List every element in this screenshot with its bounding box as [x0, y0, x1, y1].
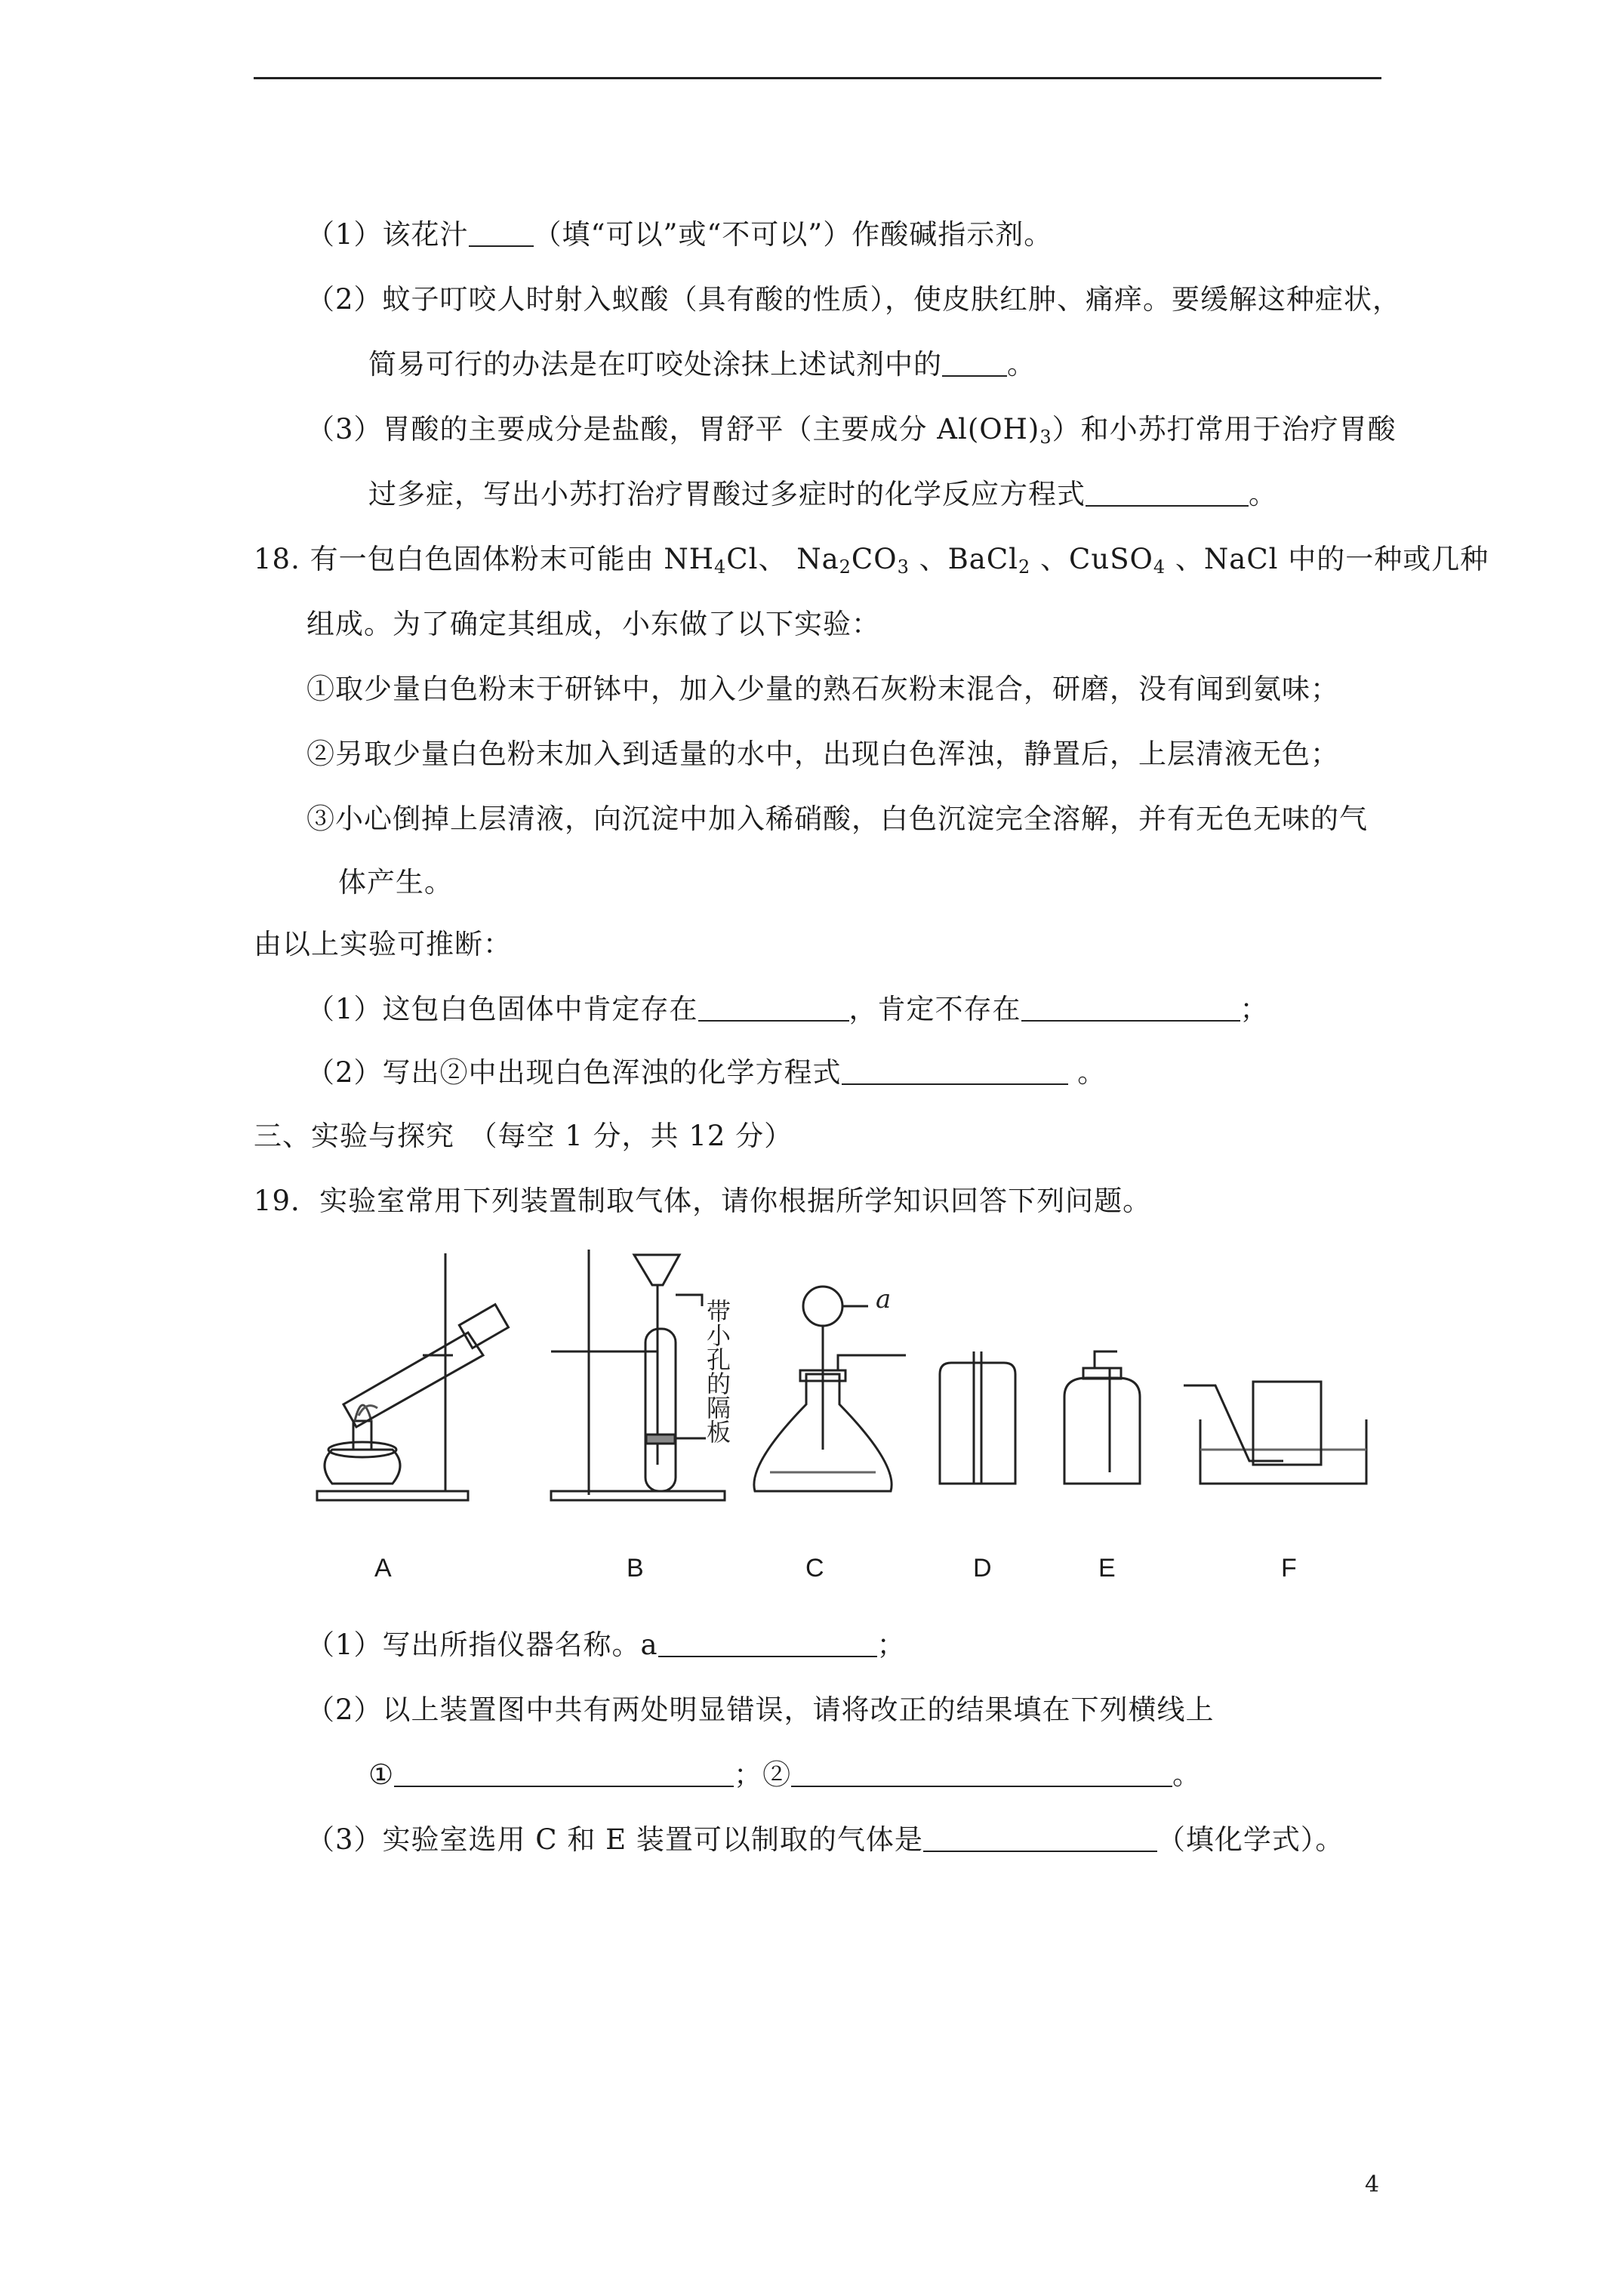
apparatus-a — [317, 1253, 508, 1500]
q17-part1-text-b: （填“可以”或“不可以”）作酸碱指示剂。 — [533, 218, 1053, 251]
label-apparatus-c: C — [805, 1554, 824, 1583]
apparatus-figure — [0, 1223, 1623, 1540]
answer-blank[interactable] — [923, 1823, 1157, 1852]
q18-text-c: CO — [851, 543, 898, 575]
q18-text-d: 、BaCl — [909, 543, 1019, 575]
apparatus-d — [940, 1351, 1015, 1484]
apparatus-c — [754, 1287, 906, 1491]
circled-one: ① — [368, 1758, 395, 1791]
subscript: 3 — [897, 556, 910, 578]
q19-sub3-end: （填化学式）。 — [1156, 1823, 1344, 1856]
q17-part3-text: （3）胃酸的主要成分是盐酸，胃舒平（主要成分 Al(OH) — [306, 413, 1040, 445]
q19-sub1-end: ； — [876, 1629, 906, 1661]
q17-part3-text-c: 过多症，写出小苏打治疗胃酸过多症时的化学反应方程式 — [368, 478, 1086, 510]
q18-step3-line2: 体产生。 — [338, 866, 453, 898]
label-apparatus-e: E — [1098, 1554, 1116, 1583]
q18-text-a: 18. 有一包白色固体粉末可能由 NH — [254, 543, 715, 575]
q19-sub2: （2）以上装置图中共有两处明显错误，请将改正的结果填在下列横线上 — [306, 1693, 1215, 1726]
q18-answer1-text: （1）这包白色固体中肯定存在 — [306, 993, 698, 1025]
q19-stem: 19．实验室常用下列装置制取气体，请你根据所学知识回答下列问题。 — [254, 1185, 1152, 1217]
q19-sub2-blanks — [368, 1756, 1201, 1794]
q18-answer1-text-b: ，肯定不存在 — [848, 993, 1021, 1025]
apparatus-e — [1064, 1351, 1140, 1484]
q19-sub1-text: （1）写出所指仪器名称。a — [306, 1629, 658, 1661]
q18-step3-line1: ③小心倒掉上层清液，向沉淀中加入稀硝酸，白色沉淀完全溶解，并有无色无味的气 — [306, 803, 1368, 835]
q18-line2: 组成。为了确定其组成，小东做了以下实验： — [306, 608, 880, 640]
subscript: 2 — [1018, 556, 1031, 578]
q17-part3-text-b: ）和小苏打常用于治疗胃酸 — [1052, 413, 1397, 445]
q19-sub3 — [306, 1821, 1344, 1859]
q18-text-b: Cl、 Na — [726, 543, 839, 575]
subscript: 3 — [1039, 427, 1052, 448]
header-rule — [254, 77, 1381, 79]
q18-text-e: 、CuSO — [1030, 543, 1153, 575]
q17-part2-end: 。 — [1007, 348, 1036, 381]
label-apparatus-d: D — [973, 1554, 992, 1583]
q18-answer1 — [306, 991, 1269, 1028]
q17-part3-line2 — [368, 476, 1277, 513]
partition-label: 带小孔的隔板 — [703, 1299, 731, 1444]
q17-part2-line2 — [368, 346, 1036, 384]
q17-part1 — [306, 216, 1052, 254]
q18-answer2-text: （2）写出②中出现白色浑浊的化学方程式 — [306, 1056, 842, 1089]
q18-answer2 — [306, 1054, 1106, 1092]
apparatus-b — [551, 1250, 725, 1500]
subscript: 4 — [1153, 556, 1166, 578]
q17-part3-line1 — [306, 411, 1397, 448]
q18-line1 — [254, 541, 1489, 578]
label-apparatus-f: F — [1281, 1554, 1297, 1583]
q17-part1-text: （1）该花汁 — [306, 218, 469, 251]
q17-part2-line1: （2）蚊子叮咬人时射入蚁酸（具有酸的性质），使皮肤红肿、痛痒。要缓解这种症状， — [306, 283, 1402, 316]
q18-infer: 由以上实验可推断： — [254, 928, 512, 960]
q19-sub2-end: 。 — [1172, 1758, 1202, 1791]
answer-blank[interactable] — [942, 348, 1007, 377]
label-a: a — [876, 1284, 892, 1314]
answer-blank[interactable] — [658, 1629, 877, 1657]
q18-answer1-end: ； — [1240, 993, 1269, 1025]
q19-sub3-text: （3）实验室选用 C 和 E 装置可以制取的气体是 — [306, 1823, 923, 1856]
page-number: 4 — [1365, 2171, 1380, 2198]
answer-blank[interactable] — [469, 218, 534, 247]
section-heading: 三、实验与探究 （每空 1 分，共 12 分） — [254, 1120, 793, 1152]
q18-answer2-end: 。 — [1067, 1056, 1107, 1089]
q17-part3-end: 。 — [1249, 478, 1277, 510]
answer-blank[interactable] — [394, 1758, 734, 1787]
answer-blank[interactable] — [698, 993, 849, 1022]
q17-part2-text: 简易可行的办法是在叮咬处涂抹上述试剂中的 — [368, 348, 942, 381]
subscript: 2 — [839, 556, 852, 578]
q19-sub1 — [306, 1626, 906, 1664]
subscript: 4 — [714, 556, 727, 578]
answer-blank[interactable] — [1086, 478, 1249, 507]
q18-step1: ①取少量白色粉末于研钵中，加入少量的熟石灰粉末混合，研磨，没有闻到氨味； — [306, 673, 1339, 705]
answer-blank[interactable] — [1021, 993, 1240, 1022]
circled-two: ；② — [734, 1758, 792, 1791]
answer-blank[interactable] — [842, 1056, 1068, 1085]
q18-text-f: 、NaCl 中的一种或几种 — [1166, 543, 1489, 575]
answer-blank[interactable] — [791, 1758, 1172, 1787]
label-apparatus-a: A — [374, 1554, 392, 1583]
label-apparatus-b: B — [627, 1554, 644, 1583]
apparatus-f — [1184, 1382, 1366, 1484]
q18-step2: ②另取少量白色粉末加入到适量的水中，出现白色浑浊，静置后，上层清液无色； — [306, 738, 1339, 770]
